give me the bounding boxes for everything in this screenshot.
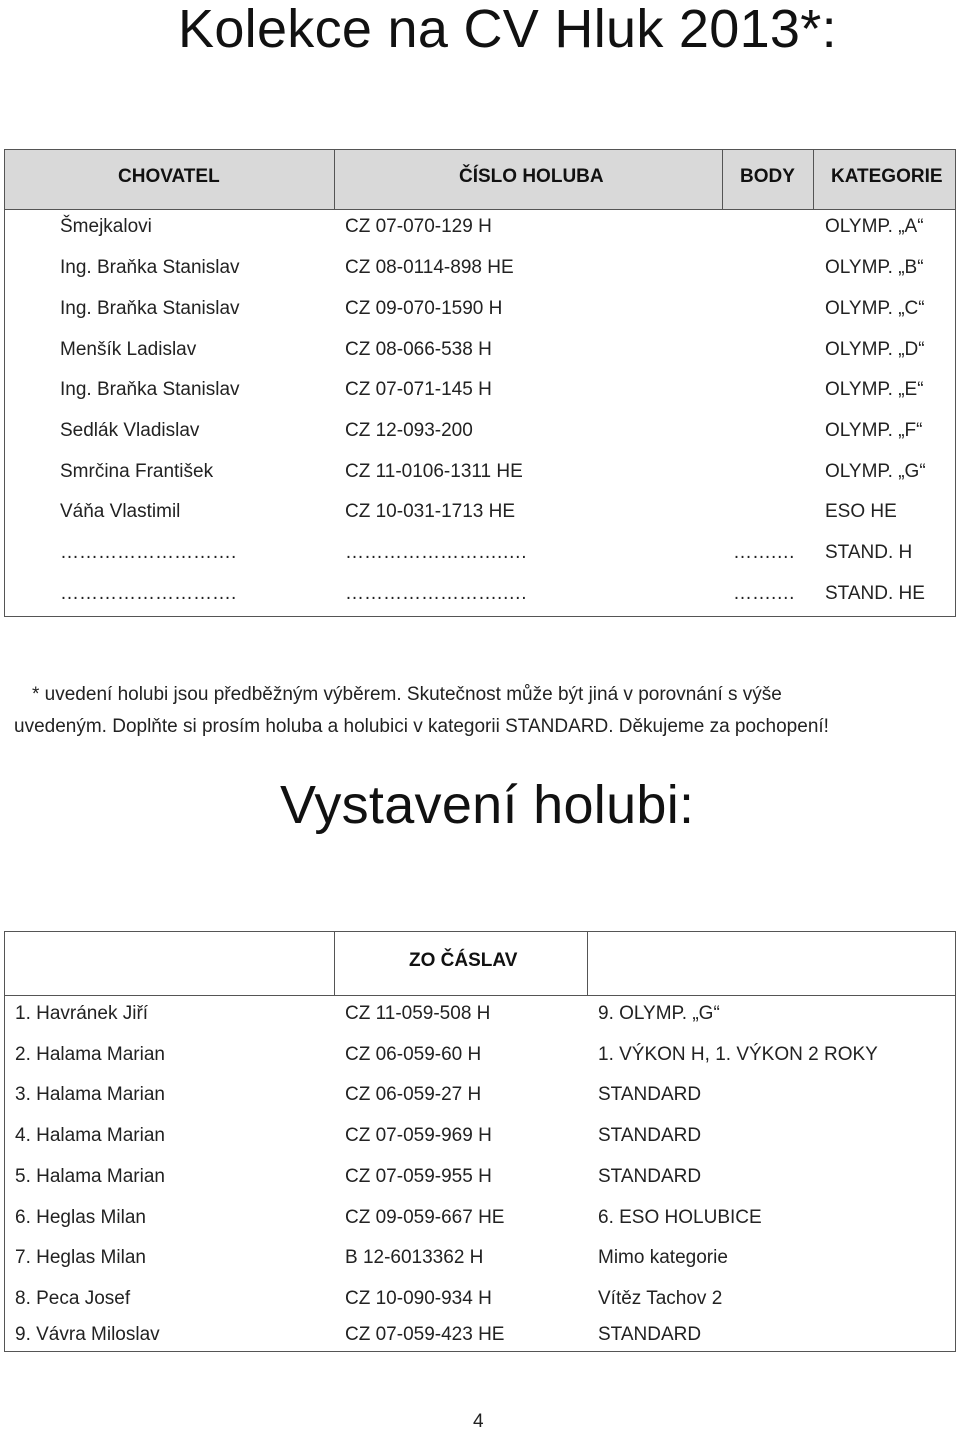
name-cell: 3. Halama Marian: [15, 1084, 165, 1105]
category-cell: OLYMP. „D“: [825, 339, 925, 360]
category-cell: 9. OLYMP. „G“: [598, 1003, 720, 1024]
breeder-cell: Smrčina František: [60, 461, 214, 482]
category-cell: OLYMP. „C“: [825, 298, 925, 319]
name-cell: 5. Halama Marian: [15, 1166, 165, 1187]
category-cell: Vítěz Tachov 2: [598, 1288, 723, 1309]
category-cell: ESO HE: [825, 501, 897, 522]
ring-cell: CZ 07-070-129 H: [345, 216, 492, 237]
ring-cell: CZ 07-059-955 H: [345, 1166, 492, 1187]
name-cell: 9. Vávra Miloslav: [15, 1324, 160, 1345]
category-cell: 6. ESO HOLUBICE: [598, 1207, 762, 1228]
page-title: Kolekce na CV Hluk 2013*:: [178, 0, 837, 59]
category-cell: 1. VÝKON H, 1. VÝKON 2 ROKY: [598, 1044, 878, 1065]
category-cell: STANDARD: [598, 1166, 702, 1187]
ring-cell: CZ 08-066-538 H: [345, 339, 492, 360]
ring-cell: CZ 08-0114-898 HE: [345, 257, 514, 278]
category-cell: STAND. H: [825, 542, 913, 563]
points-cell: …….…: [733, 542, 796, 563]
column-header-breeder: CHOVATEL: [118, 166, 220, 187]
column-header-ring: ČÍSLO HOLUBA: [459, 166, 604, 187]
breeder-cell: Šmejkalovi: [60, 216, 152, 237]
ring-cell: CZ 07-059-423 HE: [345, 1324, 505, 1345]
page-number: 4: [473, 1411, 484, 1432]
ring-cell: CZ 07-059-969 H: [345, 1125, 492, 1146]
ring-cell: CZ 11-0106-1311 HE: [345, 461, 523, 482]
column-divider: [813, 149, 814, 209]
ring-cell: …………………….….: [345, 542, 527, 563]
category-cell: OLYMP. „A“: [825, 216, 924, 237]
ring-cell: CZ 10-090-934 H: [345, 1288, 492, 1309]
name-cell: 6. Heglas Milan: [15, 1207, 146, 1228]
ring-cell: …………………….….: [345, 583, 527, 604]
ring-cell: CZ 06-059-60 H: [345, 1044, 482, 1065]
column-header-category: KATEGORIE: [831, 166, 943, 187]
name-cell: 2. Halama Marian: [15, 1044, 165, 1065]
header-divider: [4, 209, 956, 210]
ring-cell: CZ 09-070-1590 H: [345, 298, 503, 319]
ring-cell: CZ 06-059-27 H: [345, 1084, 482, 1105]
category-cell: OLYMP. „G“: [825, 461, 926, 482]
column-divider: [334, 149, 335, 209]
breeder-cell: Ing. Braňka Stanislav: [60, 257, 240, 278]
ring-cell: B 12-6013362 H: [345, 1247, 484, 1268]
category-cell: OLYMP. „F“: [825, 420, 923, 441]
footnote-line: uvedeným. Doplňte si prosím holuba a holubici v kategorii STANDARD. Děkujeme za pochopení!: [14, 716, 829, 737]
ring-cell: CZ 12-093-200: [345, 420, 473, 441]
ring-cell: CZ 11-059-508 H: [345, 1003, 491, 1024]
column-divider: [334, 931, 335, 995]
name-cell: 4. Halama Marian: [15, 1125, 165, 1146]
category-cell: STAND. HE: [825, 583, 925, 604]
ring-cell: CZ 07-071-145 H: [345, 379, 492, 400]
ring-cell: CZ 10-031-1713 HE: [345, 501, 516, 522]
category-cell: STANDARD: [598, 1324, 702, 1345]
category-cell: STANDARD: [598, 1084, 702, 1105]
header-divider: [4, 995, 956, 996]
column-header-points: BODY: [740, 166, 795, 187]
breeder-cell: Váňa Vlastimil: [60, 501, 181, 522]
category-cell: OLYMP. „E“: [825, 379, 924, 400]
breeder-cell: ……………………….: [60, 542, 237, 563]
section-title: Vystavení holubi:: [280, 775, 695, 835]
name-cell: 1. Havránek Jiří: [15, 1003, 149, 1024]
name-cell: 7. Heglas Milan: [15, 1247, 146, 1268]
ring-cell: CZ 09-059-667 HE: [345, 1207, 505, 1228]
breeder-cell: Ing. Braňka Stanislav: [60, 298, 240, 319]
category-cell: STANDARD: [598, 1125, 702, 1146]
breeder-cell: Menšík Ladislav: [60, 339, 197, 360]
column-divider: [587, 931, 588, 995]
name-cell: 8. Peca Josef: [15, 1288, 131, 1309]
breeder-cell: Sedlák Vladislav: [60, 420, 200, 441]
club-header: ZO ČÁSLAV: [409, 950, 518, 971]
category-cell: OLYMP. „B“: [825, 257, 924, 278]
footnote-line: * uvedení holubi jsou předběžným výběrem. Skutečnost může být jiná v porovnání s výše: [32, 684, 782, 705]
column-divider: [722, 149, 723, 209]
breeder-cell: Ing. Braňka Stanislav: [60, 379, 240, 400]
category-cell: Mimo kategorie: [598, 1247, 728, 1268]
breeder-cell: ……………………….: [60, 583, 237, 604]
points-cell: …….…: [733, 583, 796, 604]
